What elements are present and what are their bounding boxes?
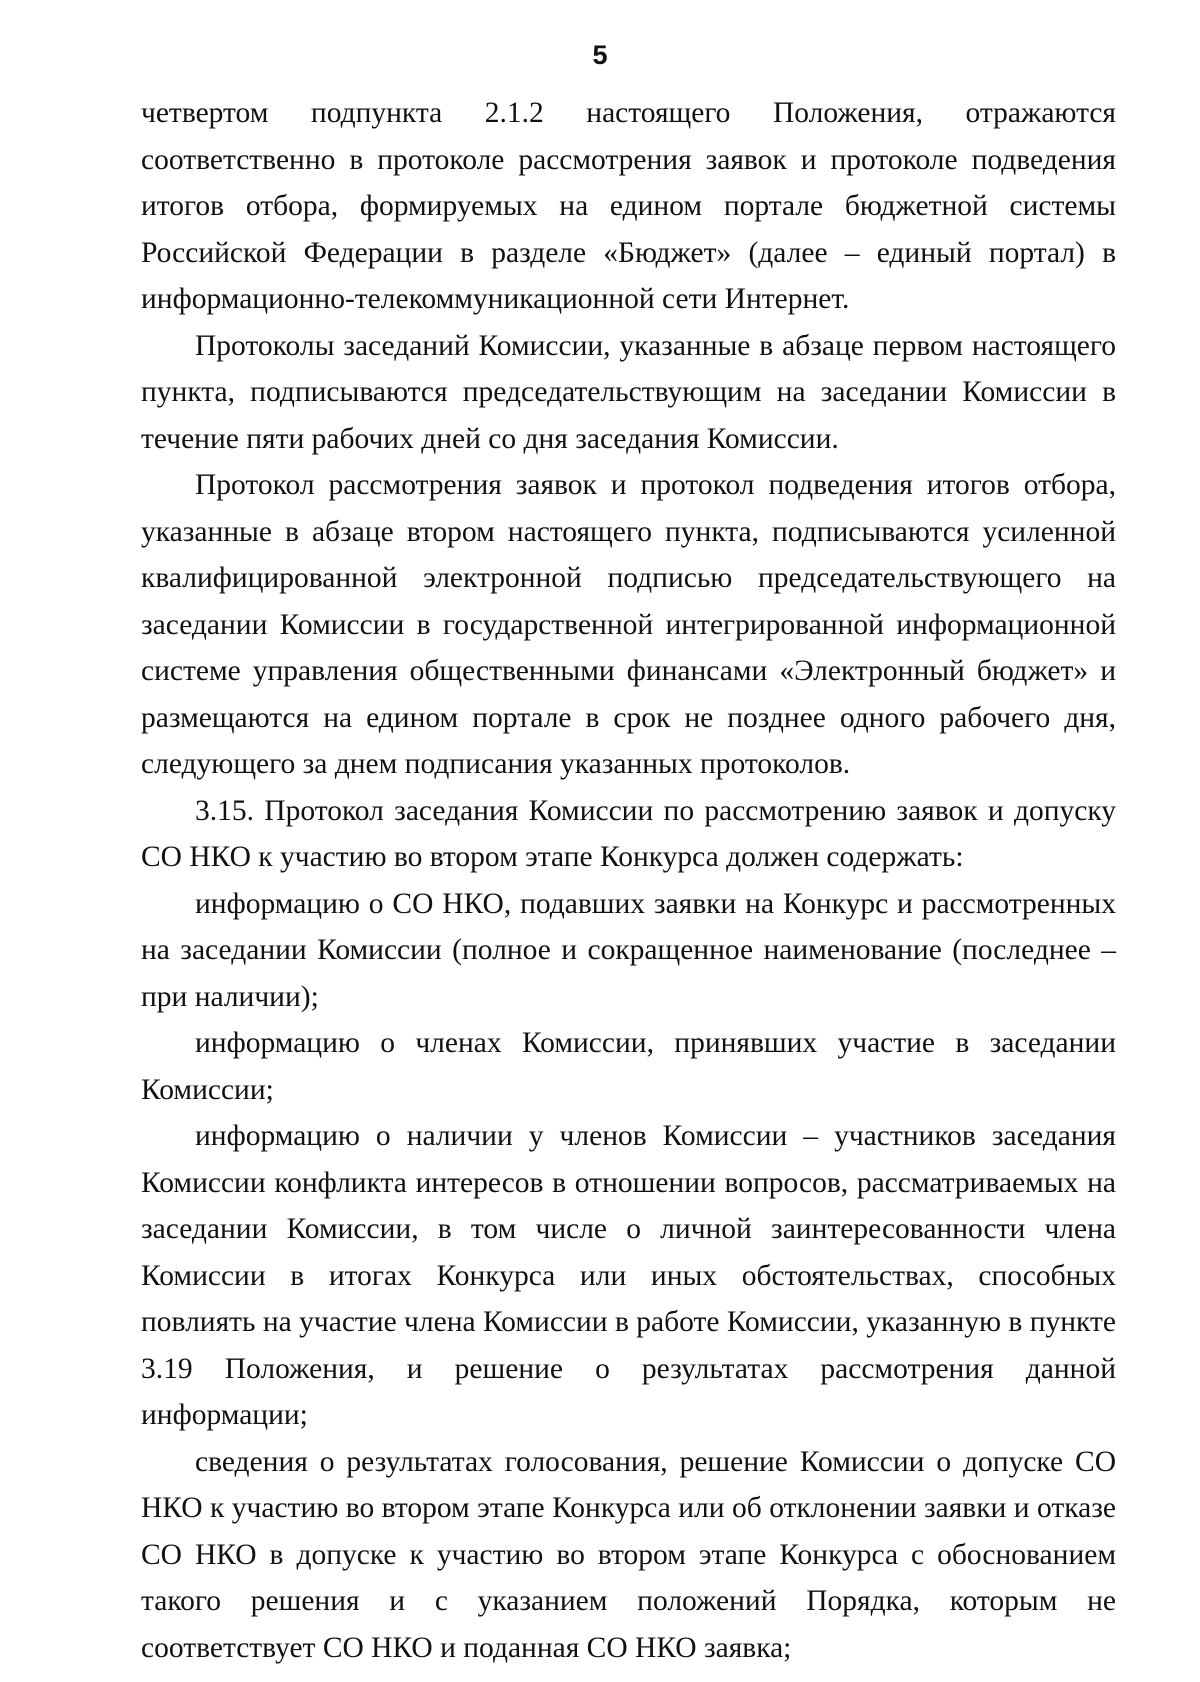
paragraph-protocols-signing: Протоколы заседаний Комиссии, указанные в абзаце первом настоящего пункта, подписываются председательствующим на заседании Комиссии в течение пяти рабочих дней со дня заседания Комиссии.: [141, 329, 1116, 455]
paragraph-continuation: четвертом подпункта 2.1.2 настоящего Положения, отражаются соответственно в протоколе рассмотрения заявок и протоколе подведения итогов отбора, формируемых на едином портале бюджетной системы Российской Федерации в разделе «Бюджет» (далее – единый портал) в информационно-телекоммуникационной сети Интернет.: [141, 97, 1116, 315]
paragraph-clause-3-15: 3.15. Протокол заседания Комиссии по рассмотрению заявок и допуску СО НКО к участию во втором этапе Конкурса должен содержать:: [141, 794, 1116, 873]
paragraph-electronic-signature: Протокол рассмотрения заявок и протокол подведения итогов отбора, указанные в абзаце втором настоящего пункта, подписываются усиленной квалифицированной электронной подписью председательствующего на заседании Комиссии в государственной интегрированной информационной системе управления общественными финансами «Электронный бюджет» и размещаются на едином портале в срок не позднее одного рабочего дня, следующего за днем подписания указанных протоколов.: [141, 469, 1116, 780]
paragraph-conflict-of-interest: информацию о наличии у членов Комиссии – участников заседания Комиссии конфликта интересов в отношении вопросов, рассматриваемых на заседании Комиссии, в том числе о личной заинтересованности члена Комиссии в итогах Конкурса или иных обстоятельствах, способных повлиять на участие члена Комиссии в работе Комиссии, указанную в пункте 3.19 Положения, и решение о результатах рассмотрения данной информации;: [141, 1120, 1116, 1431]
paragraph-voting-results: сведения о результатах голосования, решение Комиссии о допуске СО НКО к участию во втором этапе Конкурса или об отклонении заявки и отказе СО НКО в допуске к участию во втором этапе Конкурса с обоснованием такого решения и с указанием положений Порядка, которым не соответствует СО НКО и поданная СО НКО заявка;: [141, 1445, 1116, 1664]
paragraph-info-nko: информацию о СО НКО, подавших заявки на Конкурс и рассмотренных на заседании Комиссии (полное и сокращенное наименование (последнее – при наличии);: [141, 887, 1116, 1013]
paragraph-info-members: информацию о членах Комиссии, принявших участие в заседании Комиссии;: [141, 1027, 1116, 1106]
document-body: [141, 90, 1116, 1671]
page-number: 5: [592, 40, 608, 70]
